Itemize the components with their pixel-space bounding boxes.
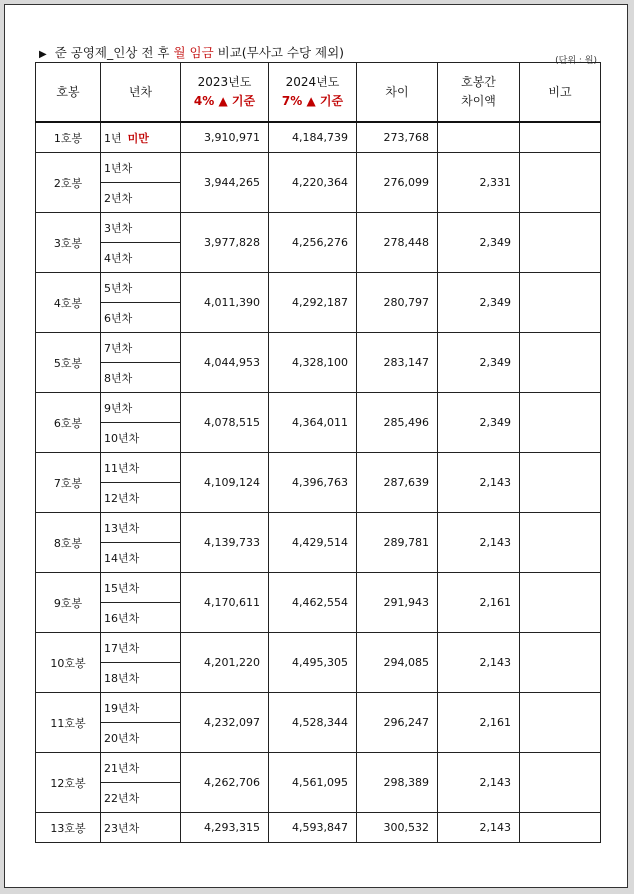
- unit-note: (단위 : 원): [555, 56, 597, 66]
- cell-note: [520, 393, 601, 453]
- cell-step: 7호봉: [36, 453, 101, 513]
- cell-2024: 4,396,763: [269, 453, 357, 513]
- header-step-diff-line1: 호봉간: [461, 75, 496, 89]
- header-step: 호봉: [36, 63, 101, 123]
- cell-years: [101, 183, 181, 213]
- cell-2023: 4,011,390: [181, 273, 269, 333]
- document-title: [39, 43, 344, 61]
- cell-diff: 291,943: [357, 573, 438, 633]
- years-label: 18년차: [104, 671, 140, 685]
- title-highlight: 월 임금: [173, 45, 214, 60]
- cell-note: [520, 633, 601, 693]
- years-label: 10년차: [104, 431, 140, 445]
- cell-years: [101, 693, 181, 723]
- header-2023-year: 2023년도: [197, 75, 252, 89]
- cell-diff: 278,448: [357, 213, 438, 273]
- cell-years: [101, 483, 181, 513]
- cell-years: [101, 393, 181, 423]
- cell-years: [101, 573, 181, 603]
- cell-2024: 4,593,847: [269, 813, 357, 843]
- cell-step-diff: 2,161: [438, 573, 520, 633]
- cell-diff: 296,247: [357, 693, 438, 753]
- cell-2023: 4,044,953: [181, 333, 269, 393]
- cell-2023: 4,232,097: [181, 693, 269, 753]
- header-2024-basis: 7% ▲ 기준: [281, 94, 344, 108]
- years-label: 11년차: [104, 461, 140, 475]
- years-extra-label: 미만: [127, 131, 149, 145]
- cell-2023: 4,201,220: [181, 633, 269, 693]
- years-label: 19년차: [104, 701, 140, 715]
- header-2023-basis: 4% ▲ 기준: [193, 94, 256, 108]
- cell-years: [101, 453, 181, 483]
- cell-step-diff: 2,331: [438, 153, 520, 213]
- cell-2024: 4,220,364: [269, 153, 357, 213]
- cell-step: 3호봉: [36, 213, 101, 273]
- years-label: 20년차: [104, 731, 140, 745]
- cell-step-diff: 2,143: [438, 513, 520, 573]
- cell-note: [520, 573, 601, 633]
- cell-note: [520, 513, 601, 573]
- table-body: [36, 122, 601, 843]
- cell-step: 8호봉: [36, 513, 101, 573]
- cell-2024: 4,256,276: [269, 213, 357, 273]
- years-label: 12년차: [104, 491, 140, 505]
- cell-note: [520, 153, 601, 213]
- cell-step-diff: 2,143: [438, 813, 520, 843]
- wage-comparison-table: [35, 62, 601, 843]
- table-row: [36, 273, 601, 303]
- years-label: 1년차: [104, 161, 133, 175]
- cell-2023: 4,170,611: [181, 573, 269, 633]
- cell-2023: 4,293,315: [181, 813, 269, 843]
- cell-years: [101, 333, 181, 363]
- table-row: [36, 813, 601, 843]
- table-row: [36, 693, 601, 723]
- cell-diff: 285,496: [357, 393, 438, 453]
- table-row: [36, 153, 601, 183]
- cell-2024: 4,561,095: [269, 753, 357, 813]
- cell-step: 4호봉: [36, 273, 101, 333]
- years-label: 21년차: [104, 761, 140, 775]
- cell-note: [520, 273, 601, 333]
- header-2024-year: 2024년도: [285, 75, 340, 89]
- cell-step: 12호봉: [36, 753, 101, 813]
- cell-diff: 289,781: [357, 513, 438, 573]
- cell-step-diff: 2,349: [438, 393, 520, 453]
- cell-years: [101, 813, 181, 843]
- cell-step: 13호봉: [36, 813, 101, 843]
- cell-step-diff: 2,349: [438, 273, 520, 333]
- table-row: [36, 573, 601, 603]
- cell-2023: 3,944,265: [181, 153, 269, 213]
- cell-note: [520, 122, 601, 153]
- cell-years: [101, 363, 181, 393]
- cell-2024: 4,292,187: [269, 273, 357, 333]
- cell-years: [101, 753, 181, 783]
- cell-diff: 300,532: [357, 813, 438, 843]
- cell-years: [101, 243, 181, 273]
- cell-2024: 4,429,514: [269, 513, 357, 573]
- cell-note: [520, 813, 601, 843]
- years-label: 1년: [104, 131, 122, 145]
- cell-diff: 276,099: [357, 153, 438, 213]
- years-label: 23년차: [104, 821, 140, 835]
- cell-years: [101, 783, 181, 813]
- cell-2023: 4,109,124: [181, 453, 269, 513]
- header-2024: [269, 63, 357, 123]
- cell-years: [101, 663, 181, 693]
- header-2023: [181, 63, 269, 123]
- years-label: 17년차: [104, 641, 140, 655]
- document-page: [4, 4, 628, 888]
- cell-2023: 4,262,706: [181, 753, 269, 813]
- cell-step: 6호봉: [36, 393, 101, 453]
- years-label: 14년차: [104, 551, 140, 565]
- header-note: 비고: [520, 63, 601, 123]
- cell-note: [520, 693, 601, 753]
- cell-note: [520, 453, 601, 513]
- cell-step: 5호봉: [36, 333, 101, 393]
- cell-years: [101, 122, 181, 153]
- cell-years: [101, 303, 181, 333]
- header-step-diff-line2: 차이액: [461, 94, 496, 108]
- years-label: 5년차: [104, 281, 133, 295]
- header-diff: 차이: [357, 63, 438, 123]
- cell-step: 10호봉: [36, 633, 101, 693]
- cell-years: [101, 723, 181, 753]
- cell-diff: 287,639: [357, 453, 438, 513]
- cell-years: [101, 603, 181, 633]
- cell-2024: 4,364,011: [269, 393, 357, 453]
- triangle-bullet-icon: ▶: [39, 49, 47, 60]
- years-label: 7년차: [104, 341, 133, 355]
- cell-step-diff: 2,143: [438, 633, 520, 693]
- years-label: 9년차: [104, 401, 133, 415]
- cell-step-diff: 2,349: [438, 213, 520, 273]
- cell-diff: 280,797: [357, 273, 438, 333]
- cell-2023: 4,139,733: [181, 513, 269, 573]
- cell-diff: 273,768: [357, 122, 438, 153]
- cell-years: [101, 213, 181, 243]
- cell-note: [520, 213, 601, 273]
- table-row: [36, 633, 601, 663]
- cell-2024: 4,528,344: [269, 693, 357, 753]
- years-label: 16년차: [104, 611, 140, 625]
- table-row: [36, 453, 601, 483]
- cell-step-diff: [438, 122, 520, 153]
- table-row: [36, 753, 601, 783]
- table-header-row: [36, 63, 601, 123]
- title-suffix: 비교(무사고 수당 제외): [217, 45, 345, 60]
- table-row: [36, 333, 601, 363]
- cell-note: [520, 753, 601, 813]
- years-label: 8년차: [104, 371, 133, 385]
- table-row: [36, 213, 601, 243]
- title-prefix: 준 공영제_인상 전 후: [54, 45, 170, 60]
- cell-2024: 4,328,100: [269, 333, 357, 393]
- table-row: [36, 393, 601, 423]
- cell-diff: 283,147: [357, 333, 438, 393]
- cell-2023: 3,910,971: [181, 122, 269, 153]
- cell-years: [101, 513, 181, 543]
- cell-step-diff: 2,161: [438, 693, 520, 753]
- cell-years: [101, 153, 181, 183]
- header-years: 년차: [101, 63, 181, 123]
- years-label: 13년차: [104, 521, 140, 535]
- years-label: 2년차: [104, 191, 133, 205]
- years-label: 6년차: [104, 311, 133, 325]
- table-row: [36, 122, 601, 153]
- cell-years: [101, 423, 181, 453]
- header-step-diff: [438, 63, 520, 123]
- cell-2024: 4,495,305: [269, 633, 357, 693]
- cell-note: [520, 333, 601, 393]
- cell-years: [101, 633, 181, 663]
- cell-diff: 298,389: [357, 753, 438, 813]
- cell-2024: 4,462,554: [269, 573, 357, 633]
- cell-years: [101, 273, 181, 303]
- cell-step: 2호봉: [36, 153, 101, 213]
- years-label: 15년차: [104, 581, 140, 595]
- cell-step-diff: 2,143: [438, 453, 520, 513]
- cell-years: [101, 543, 181, 573]
- cell-2023: 3,977,828: [181, 213, 269, 273]
- cell-2023: 4,078,515: [181, 393, 269, 453]
- cell-step-diff: 2,349: [438, 333, 520, 393]
- cell-step: 1호봉: [36, 122, 101, 153]
- cell-2024: 4,184,739: [269, 122, 357, 153]
- cell-step: 11호봉: [36, 693, 101, 753]
- cell-step-diff: 2,143: [438, 753, 520, 813]
- years-label: 22년차: [104, 791, 140, 805]
- years-label: 3년차: [104, 221, 133, 235]
- cell-step: 9호봉: [36, 573, 101, 633]
- table-row: [36, 513, 601, 543]
- cell-diff: 294,085: [357, 633, 438, 693]
- years-label: 4년차: [104, 251, 133, 265]
